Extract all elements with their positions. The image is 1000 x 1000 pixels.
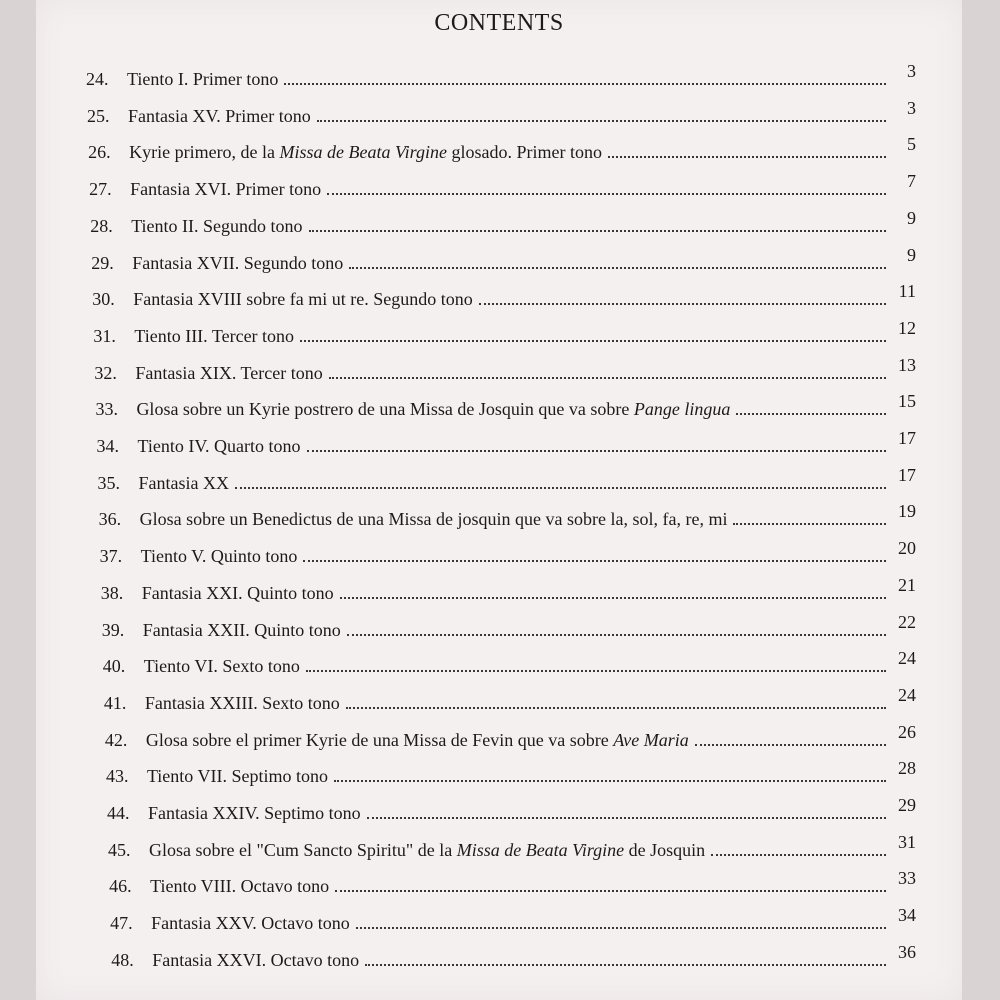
dot-leader bbox=[695, 744, 886, 746]
page-number: 7 bbox=[906, 171, 916, 192]
entry-number: 37. bbox=[99, 546, 123, 567]
entry-number: 36. bbox=[98, 509, 122, 530]
page-number: 34 bbox=[897, 905, 916, 926]
entry-title-text: Glosa sobre el primer Kyrie de una Missa de Fevin que va sobre bbox=[145, 729, 614, 750]
dot-leader bbox=[329, 377, 886, 379]
entry-number: 28. bbox=[90, 215, 113, 236]
page-number: 17 bbox=[897, 464, 916, 485]
page-number: 21 bbox=[897, 574, 916, 595]
entry-title-text: Tiento VIII. Octavo tono bbox=[150, 876, 330, 897]
page-number: 5 bbox=[906, 134, 916, 155]
toc-entry bbox=[109, 861, 916, 897]
dot-leader bbox=[309, 230, 886, 232]
entry-title bbox=[150, 875, 329, 897]
dot-leader bbox=[335, 890, 886, 892]
page-number: 24 bbox=[897, 684, 916, 705]
dot-leader bbox=[736, 413, 886, 415]
entry-title bbox=[142, 582, 334, 604]
entry-title-italic: Ave Maria bbox=[613, 729, 689, 750]
entry-title bbox=[149, 839, 705, 861]
toc-entry bbox=[105, 715, 916, 751]
toc-entry bbox=[107, 788, 916, 824]
dot-leader bbox=[334, 780, 886, 782]
toc-entry bbox=[87, 91, 916, 127]
dot-leader bbox=[317, 120, 886, 122]
entry-title bbox=[152, 949, 359, 971]
toc-entry bbox=[98, 458, 916, 494]
entry-title bbox=[148, 802, 361, 824]
entry-title bbox=[131, 215, 302, 237]
entry-number: 40. bbox=[102, 656, 126, 677]
dot-leader bbox=[608, 156, 886, 158]
entry-title-text: Tiento III. Tercer tono bbox=[134, 325, 295, 346]
entry-title-text: Fantasia XVIII sobre fa mi ut re. Segundo tono bbox=[133, 289, 473, 310]
entry-title-text: Fantasia XXV. Octavo tono bbox=[151, 913, 350, 934]
entry-title-text: Fantasia XVI. Primer tono bbox=[130, 179, 322, 200]
page-number: 15 bbox=[897, 391, 916, 412]
entry-title bbox=[130, 178, 321, 200]
toc-entry bbox=[89, 164, 916, 200]
entry-title-italic: Missa de Beata Virgine bbox=[279, 142, 448, 163]
page-number: 12 bbox=[897, 317, 916, 338]
page-number: 24 bbox=[897, 648, 916, 669]
entry-title bbox=[141, 545, 298, 567]
entry-number: 32. bbox=[94, 362, 117, 383]
page-number: 28 bbox=[897, 758, 916, 779]
toc-entry bbox=[108, 825, 916, 861]
toc-entry bbox=[111, 935, 916, 971]
page-number: 9 bbox=[907, 244, 916, 265]
entry-title bbox=[146, 729, 689, 751]
entry-number: 39. bbox=[101, 619, 125, 640]
entry-title-text: Fantasia XX bbox=[138, 472, 230, 493]
entry-number: 33. bbox=[95, 399, 118, 420]
dot-leader bbox=[300, 340, 886, 342]
entry-title bbox=[145, 692, 340, 714]
entry-number: 38. bbox=[100, 582, 124, 603]
page-number: 19 bbox=[897, 501, 916, 522]
dot-leader bbox=[349, 267, 886, 269]
page-number: 33 bbox=[897, 868, 916, 889]
entry-title bbox=[134, 325, 294, 347]
entry-title bbox=[127, 68, 278, 90]
entry-title-italic: Missa de Beata Virgine bbox=[456, 839, 625, 860]
toc-entry bbox=[86, 54, 916, 90]
entry-number: 26. bbox=[88, 142, 111, 163]
dot-leader bbox=[340, 597, 886, 599]
entry-title-text: Fantasia XIX. Tercer tono bbox=[135, 362, 323, 383]
entry-title-text: Fantasia XXVI. Octavo tono bbox=[152, 949, 360, 970]
entry-title bbox=[144, 655, 300, 677]
entry-title-text: de Josquin bbox=[624, 839, 706, 860]
page-number: 3 bbox=[907, 61, 916, 81]
entry-number: 41. bbox=[103, 692, 127, 713]
dot-leader bbox=[347, 634, 886, 636]
entry-title bbox=[136, 398, 730, 420]
toc-entry bbox=[103, 641, 916, 677]
toc-entry bbox=[91, 238, 916, 274]
toc-entry bbox=[106, 751, 916, 787]
entry-number: 27. bbox=[89, 179, 112, 200]
entry-title bbox=[128, 105, 311, 127]
page-number: 29 bbox=[898, 795, 916, 815]
entry-title bbox=[147, 765, 328, 787]
entry-title bbox=[132, 252, 343, 274]
entry-number: 24. bbox=[86, 69, 109, 89]
page-number: 17 bbox=[898, 428, 916, 448]
entry-title bbox=[138, 435, 301, 457]
page-number: 22 bbox=[898, 611, 916, 632]
dot-leader bbox=[303, 560, 886, 562]
dot-leader bbox=[346, 707, 886, 709]
toc-entry bbox=[104, 678, 916, 714]
entry-title-text: Tiento II. Segundo tono bbox=[131, 215, 303, 236]
entry-title-italic: Pange lingua bbox=[633, 399, 731, 420]
page-number: 36 bbox=[897, 941, 916, 962]
entry-title-text: Tiento VI. Sexto tono bbox=[143, 656, 300, 677]
entry-number: 47. bbox=[110, 913, 133, 934]
entry-number: 31. bbox=[93, 325, 116, 346]
entry-title bbox=[139, 472, 229, 494]
entry-title-text: Fantasia XXII. Quinto tono bbox=[142, 619, 341, 640]
page-number: 3 bbox=[906, 97, 916, 118]
dot-leader bbox=[235, 487, 886, 489]
document-page bbox=[36, 0, 962, 1000]
page-number: 31 bbox=[897, 831, 916, 852]
entry-number: 25. bbox=[87, 105, 110, 126]
entry-title-text: Fantasia XXI. Quinto tono bbox=[141, 582, 334, 603]
entry-title-text: Tiento VII. Septimo tono bbox=[146, 766, 328, 787]
entry-title-text: Tiento I. Primer tono bbox=[127, 69, 279, 89]
entry-title bbox=[140, 508, 728, 530]
entry-number: 48. bbox=[111, 949, 134, 970]
dot-leader bbox=[733, 523, 886, 525]
page-number: 20 bbox=[897, 538, 916, 559]
entry-number: 30. bbox=[92, 289, 115, 310]
entry-title bbox=[129, 141, 602, 163]
entry-title-text: Fantasia XV. Primer tono bbox=[128, 105, 311, 126]
dot-leader bbox=[284, 83, 886, 85]
dot-leader bbox=[306, 670, 886, 672]
dot-leader bbox=[367, 817, 886, 819]
toc-entry bbox=[102, 605, 916, 641]
entry-title-text: Tiento IV. Quarto tono bbox=[137, 436, 301, 456]
entry-title-text: Glosa sobre un Benedictus de una Missa de josquin que va sobre la, sol, fa, re, mi bbox=[139, 509, 728, 530]
toc-entry bbox=[95, 384, 916, 420]
toc-entry bbox=[97, 421, 917, 457]
entry-title-text: Fantasia XXIII. Sexto tono bbox=[144, 692, 340, 713]
toc-entry bbox=[92, 274, 916, 310]
toc-entry bbox=[93, 311, 916, 347]
toc-entry bbox=[88, 127, 916, 163]
entry-number: 44. bbox=[107, 803, 130, 823]
entry-number: 34. bbox=[96, 436, 119, 456]
entry-title-text: Fantasia XVII. Segundo tono bbox=[132, 252, 344, 273]
dot-leader bbox=[479, 303, 886, 305]
dot-leader bbox=[356, 927, 886, 929]
entry-title-text: Fantasia XXIV. Septimo tono bbox=[148, 803, 361, 823]
toc-entry bbox=[94, 348, 916, 384]
entry-title-text: Glosa sobre un Kyrie postrero de una Missa de Josquin que va sobre bbox=[136, 399, 634, 420]
entry-number: 43. bbox=[105, 766, 129, 787]
entry-number: 29. bbox=[91, 252, 114, 273]
page-number: 13 bbox=[897, 354, 916, 375]
dot-leader bbox=[307, 450, 886, 452]
entry-title bbox=[151, 912, 350, 934]
entry-number: 46. bbox=[109, 876, 132, 897]
entry-title bbox=[143, 619, 341, 641]
page-number: 9 bbox=[906, 207, 916, 228]
entry-title-text: Glosa sobre el "Cum Sancto Spiritu" de la bbox=[149, 839, 457, 860]
dot-leader bbox=[365, 964, 886, 966]
toc-entry bbox=[100, 531, 916, 567]
entry-number: 42. bbox=[104, 729, 128, 750]
entry-title-text: Kyrie primero, de la bbox=[129, 142, 280, 163]
entry-title bbox=[135, 362, 322, 384]
dot-leader bbox=[327, 193, 886, 195]
dot-leader bbox=[711, 854, 886, 856]
entry-title-text: Tiento V. Quinto tono bbox=[140, 546, 298, 567]
entry-title-text: glosado. Primer tono bbox=[447, 142, 603, 163]
toc-entry bbox=[101, 568, 916, 604]
toc-entry bbox=[110, 898, 916, 934]
page-title: CONTENTS bbox=[434, 10, 564, 36]
toc-entry bbox=[90, 201, 916, 237]
entry-title bbox=[133, 288, 472, 310]
entry-number: 45. bbox=[108, 839, 131, 860]
toc-entry bbox=[99, 494, 916, 530]
page-number: 11 bbox=[898, 281, 916, 302]
page-number: 26 bbox=[897, 721, 916, 742]
entry-number: 35. bbox=[97, 472, 121, 493]
